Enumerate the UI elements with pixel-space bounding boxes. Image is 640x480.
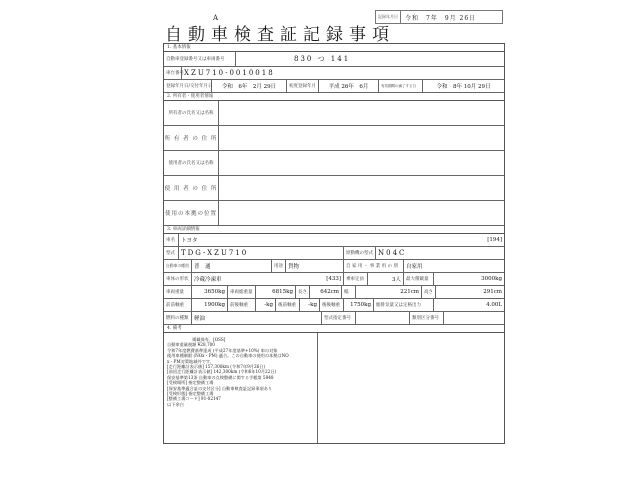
record-sheet	[163, 43, 505, 444]
notes-blank-area	[318, 333, 504, 443]
first-reg-value: 平成 26年 6月	[328, 84, 369, 90]
expiry-label: 有効期間の満了する日	[381, 83, 416, 88]
body-value: 冷蔵冷凍車	[194, 277, 222, 283]
issue-date-value: 令和 6年 2月 29日	[221, 84, 277, 90]
form-mark: A	[213, 14, 219, 22]
maker-label: 車名	[166, 238, 175, 243]
notes-line: 令和7年度燃費基準達成 (平成27年度基準+10%) 車の対象	[167, 347, 278, 353]
displacement-value: 4.00L	[486, 302, 502, 308]
owner-section-header: 2. 所有者・使用者情報	[164, 93, 504, 101]
weight-value: 3650kg	[204, 289, 225, 295]
notes-line: [走行距離計表示値] 157,300km (令和7年9月26日)	[167, 364, 266, 370]
axle-row	[164, 299, 504, 312]
record-date-value: 令和 7年 9月 26日	[405, 14, 477, 22]
kind-label: 自動車の種別	[166, 263, 189, 268]
engine-value: N04C	[378, 249, 407, 257]
fuel-label: 燃料の種類	[166, 316, 189, 321]
max-load-label: 最大積載量	[406, 277, 429, 282]
notes-line: [前回走行距離計表示値] 142,300km (令和6年10月22日)	[167, 369, 277, 375]
height-value: 291cm	[483, 289, 502, 295]
gross-value: 6815kg	[272, 289, 293, 295]
maker-row	[164, 234, 504, 247]
notes-line: 使用車種制限 (NOx・PM) 適合。この自動車の使用の本拠はNO	[167, 353, 289, 359]
maker-code: [194]	[487, 237, 502, 243]
kind-value: 普 通	[194, 264, 211, 270]
chassis-label: 車台番号	[166, 71, 184, 76]
purpose-value: 自家用	[406, 264, 423, 270]
capacity-label: 乗車定員	[346, 277, 364, 282]
vehicle-section-header: 3. 車両詳細情報	[164, 226, 504, 234]
width-value: 221cm	[400, 289, 419, 295]
user-name-label: 使用者の氏名又は名称	[168, 161, 214, 166]
notes-line: 掲載保有、[OSS]	[167, 337, 226, 342]
user-name-row	[164, 151, 504, 176]
fuel-row	[164, 312, 504, 325]
chassis-row	[164, 67, 504, 80]
document-title: 自動車検査証記録事項	[165, 25, 395, 45]
use-label: 用途	[274, 264, 283, 269]
width-label: 幅	[344, 290, 349, 295]
chassis-value: XZU710-0010018	[184, 69, 275, 77]
kind-row	[164, 260, 504, 273]
notes-line: 保安基準第13条 自動車の点検整備に関する手帳第 5848	[167, 374, 274, 380]
body-label: 車体の形状	[166, 277, 189, 282]
registration-row	[164, 52, 504, 67]
base-location-label: 使用の本拠の位置	[165, 211, 218, 217]
notes-section-header: 4. 備考	[164, 325, 504, 333]
purpose-label: 自 家 用 ・ 事 業 用 の 別	[346, 264, 398, 269]
basic-section-header: 1. 基本情報	[164, 44, 504, 52]
use-value: 貨物	[288, 264, 300, 270]
notes-line: [受検場所] 指定整備工場	[167, 380, 214, 386]
first-reg-label: 初度登録年月	[289, 84, 316, 89]
expiry-value: 令和 8年 10月 29日	[436, 84, 491, 90]
owner-name-label: 所有者の氏名又は名称	[168, 111, 214, 116]
fuel-value: 軽油	[194, 316, 206, 322]
type-cert-label: 型式指定番号	[324, 316, 351, 321]
weight-row	[164, 286, 504, 299]
notes-line: 以下余白	[167, 401, 184, 407]
dates-row	[164, 80, 504, 93]
front-axle-value: 1900kg	[204, 302, 225, 308]
length-value: 642cm	[320, 289, 339, 295]
front-axle-label: 前前軸重	[166, 303, 184, 308]
model-value: TDG-XZU710	[181, 249, 249, 257]
owner-address-label: 所 有 者 の 住 所	[164, 136, 218, 142]
rear-axle-value: 1750kg	[350, 302, 371, 308]
notes-line: [整備工場コード] 91-02147	[167, 396, 221, 402]
notes-area	[164, 333, 504, 443]
record-date-label: 記録年月日	[376, 11, 401, 23]
weight-label: 車両重量	[166, 290, 184, 295]
owner-name-row	[164, 101, 504, 126]
front2-axle-value: -kg	[264, 302, 273, 308]
model-row	[164, 247, 504, 260]
class-label: 類別区分番号	[412, 316, 439, 321]
user-address-label: 使 用 者 の 住 所	[164, 186, 218, 192]
engine-label: 原動機の型式	[346, 251, 373, 256]
base-location-row	[164, 201, 504, 226]
height-label: 高さ	[424, 290, 433, 295]
registration-value: 830 つ 141	[294, 55, 351, 63]
notes-line: 自動車重量税額 ¥28,700	[167, 342, 215, 348]
notes-line: [保安基準適合証の交付区分] 自動車検査証記録事項あり	[167, 385, 273, 391]
displacement-label: 総排気量又は定格出力	[376, 303, 421, 308]
model-label: 型式	[166, 251, 175, 256]
issue-date-label: 登録年月日/交付年月日	[166, 84, 213, 89]
capacity-value: 3人	[392, 277, 401, 283]
gross-label: 車両総重量	[230, 290, 253, 295]
body-code: [433]	[326, 276, 341, 282]
notes-line: x・PM対策地域外です。	[167, 358, 214, 364]
rear-axle-label: 後後軸重	[322, 303, 340, 308]
user-address-row	[164, 176, 504, 201]
owner-address-row	[164, 126, 504, 151]
maker-value: トヨタ	[181, 238, 198, 244]
rear1-axle-label: 後前軸重	[278, 303, 296, 308]
notes-line: [受検形態] 指定整備工場	[167, 391, 214, 397]
rear1-axle-value: -kg	[308, 302, 317, 308]
max-load-value: 3000kg	[481, 276, 502, 282]
registration-label: 自動車登録番号又は車両番号	[166, 57, 225, 62]
body-row	[164, 273, 504, 286]
notes-text	[164, 333, 318, 443]
front2-axle-label: 前後軸重	[230, 303, 248, 308]
length-label: 長さ	[298, 290, 307, 295]
